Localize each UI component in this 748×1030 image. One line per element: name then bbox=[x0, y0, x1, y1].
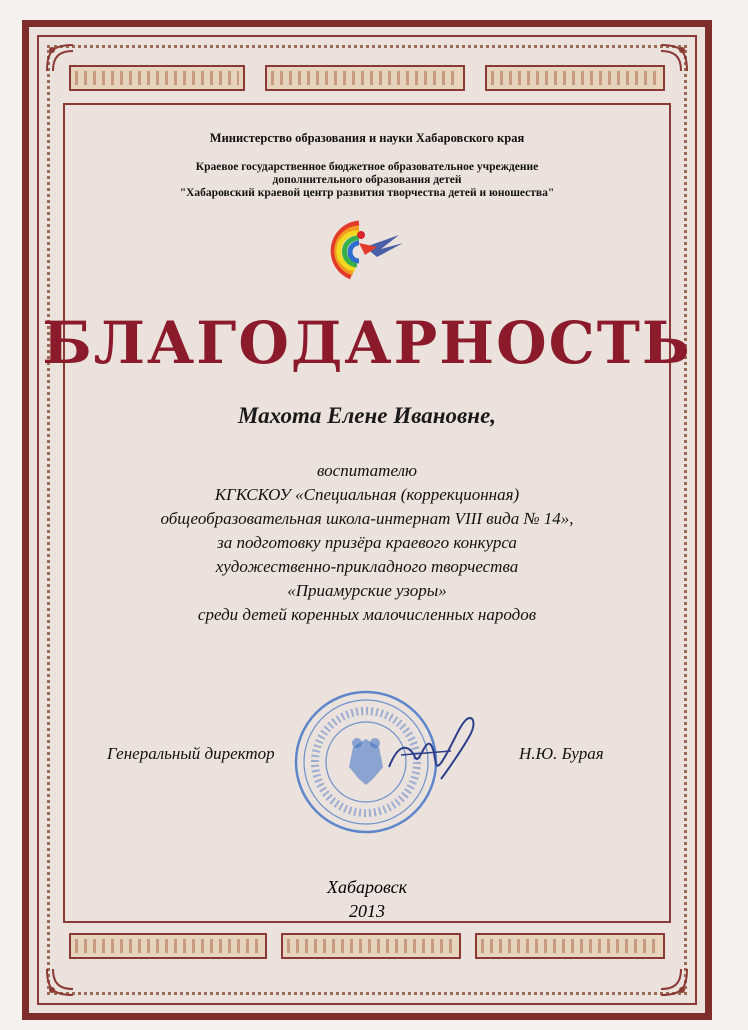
corner-ornament-icon bbox=[43, 41, 77, 75]
top-ornament-band-right bbox=[485, 65, 665, 91]
issue-year: 2013 bbox=[349, 901, 385, 921]
body-line: среди детей коренных малочисленных народов bbox=[197, 605, 537, 624]
signatory-position: Генеральный директор bbox=[107, 744, 275, 763]
rainbow-bird-logo-icon bbox=[319, 217, 409, 287]
institution-line-3: "Хабаровский краевой центр развития творчества детей и юношества" bbox=[179, 187, 555, 199]
institution-line-2: дополнительного образования детей bbox=[272, 174, 462, 186]
certificate-title: БЛАГОДАРНОСТЬ bbox=[42, 309, 692, 377]
recipient-name: Махота Елене Ивановне, bbox=[237, 403, 497, 428]
corner-ornament-icon bbox=[657, 965, 691, 999]
body-line: художественно-прикладного творчества bbox=[215, 557, 519, 576]
body-line: за подготовку призёра краевого конкурса bbox=[217, 533, 517, 552]
ministry-heading: Министерство образования и науки Хабаровского края bbox=[209, 131, 525, 145]
institution-line-1: Краевое государственное бюджетное образовательное учреждение bbox=[195, 161, 539, 173]
bottom-ornament-band-left bbox=[69, 933, 267, 959]
corner-ornament-icon bbox=[657, 41, 691, 75]
body-line: КГКСКОУ «Специальная (коррекционная) bbox=[214, 485, 520, 504]
body-line: «Приамурские узоры» bbox=[287, 581, 447, 600]
corner-ornament-icon bbox=[43, 965, 77, 999]
body-line: воспитателю bbox=[317, 461, 417, 480]
body-line: общеобразовательная школа-интернат VIII вида № 14», bbox=[160, 509, 574, 528]
certificate-page bbox=[22, 20, 712, 1020]
top-ornament-band-center bbox=[265, 65, 465, 91]
handwritten-signature-icon bbox=[381, 697, 491, 787]
signatory-name: Н.Ю. Бурая bbox=[519, 744, 604, 763]
issue-city: Хабаровск bbox=[326, 877, 408, 897]
bottom-ornament-band-center bbox=[281, 933, 461, 959]
top-ornament-band-left bbox=[69, 65, 245, 91]
bottom-ornament-band-right bbox=[475, 933, 665, 959]
